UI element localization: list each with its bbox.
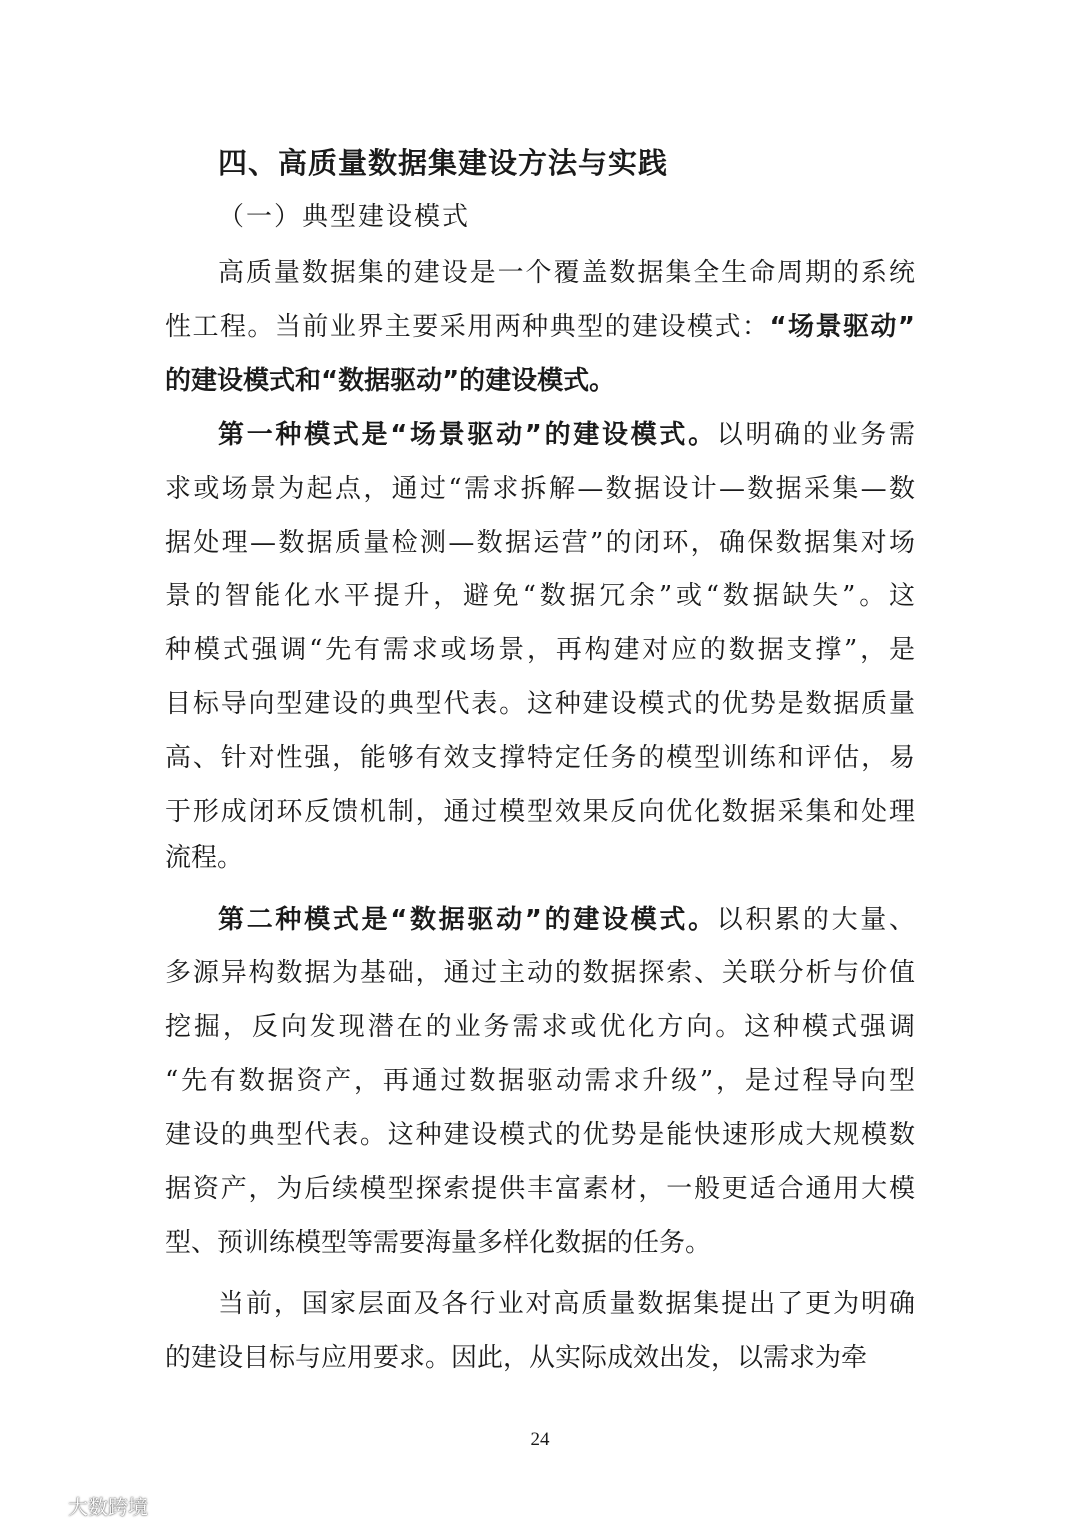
text-line: [218, 246, 915, 300]
text-segment: 高质量数据集的建设是一个覆盖数据集全生命周期的系统: [218, 258, 915, 288]
bold-text: 第一种模式是“场景驱动”的建设模式。: [218, 420, 717, 450]
text-segment: 挖掘，反向发现潜在的业务需求或优化方向。这种模式强调: [165, 1012, 915, 1042]
text-line: [165, 1216, 915, 1270]
text-segment: 型、预训练模型等需要海量多样化数据的任务。: [165, 1228, 712, 1258]
text-line: [165, 623, 915, 677]
text-segment: 高、针对性强，能够有效支撑特定任务的模型训练和评估，易: [165, 743, 915, 773]
text-segment: 流程。: [165, 843, 244, 873]
text-segment: “先有数据资产，再通过数据驱动需求升级”，是过程导向型: [165, 1066, 915, 1096]
bold-text: 第二种模式是“数据驱动”的建设模式。: [218, 905, 717, 935]
text-segment: 于形成闭环反馈机制，通过模型效果反向优化数据采集和处理: [165, 797, 915, 827]
text-line: [165, 462, 915, 516]
text-segment: 据资产，为后续模型探索提供丰富素材，一般更适合通用大模: [165, 1174, 915, 1204]
text-line: [165, 300, 915, 354]
text-line: [165, 516, 915, 570]
text-segment: 景的智能化水平提升，避免“数据冗余”或“数据缺失”。这: [165, 581, 915, 611]
weibo-logo-icon: [8, 1491, 62, 1519]
text-segment: 当前，国家层面及各行业对高质量数据集提出了更为明确: [218, 1289, 915, 1319]
text-line: [165, 677, 915, 731]
text-line: [165, 946, 915, 1000]
text-line: [165, 1162, 915, 1216]
text-line: [218, 1277, 915, 1331]
watermark: [8, 1490, 148, 1520]
text-line: [165, 1054, 915, 1108]
text-segment: 求或场景为起点，通过“需求拆解—数据设计—数据采集—数: [165, 474, 915, 504]
text-line: [165, 831, 915, 885]
page-number: 24: [530, 1429, 550, 1450]
text-line: [218, 893, 915, 947]
text-line: [165, 354, 915, 408]
text-line: [165, 1000, 915, 1054]
text-segment: 种模式强调“先有需求或场景，再构建对应的数据支撑”，是: [165, 635, 915, 665]
text-line: [165, 731, 915, 785]
text-segment: 目标导向型建设的典型代表。这种建设模式的优势是数据质量: [165, 689, 915, 719]
text-segment: 多源异构数据为基础，通过主动的数据探索、关联分析与价值: [165, 958, 915, 988]
bold-text: “场景驱动”: [769, 312, 915, 342]
text-line: [218, 408, 915, 462]
text-segment: 以积累的大量、: [716, 905, 915, 935]
text-segment: 性工程。当前业界主要采用两种典型的建设模式：: [165, 312, 770, 342]
text-segment: 建设的典型代表。这种建设模式的优势是能快速形成大规模数: [165, 1120, 915, 1150]
watermark-text: 大数跨境: [68, 1494, 148, 1519]
section-heading: 四、高质量数据集建设方法与实践: [218, 146, 669, 180]
text-line: [165, 1108, 915, 1162]
bold-text: 的建设模式和“数据驱动”的建设模式。: [165, 366, 616, 396]
text-line: [165, 1331, 915, 1385]
text-segment: 的建设目标与应用要求。因此，从实际成效出发，以需求为牵: [165, 1343, 868, 1373]
text-segment: 以明确的业务需: [716, 420, 915, 450]
text-segment: 据处理—数据质量检测—数据运营”的闭环，确保数据集对场: [165, 528, 915, 558]
text-line: [165, 569, 915, 623]
subsection-heading: （一）典型建设模式: [218, 202, 471, 232]
